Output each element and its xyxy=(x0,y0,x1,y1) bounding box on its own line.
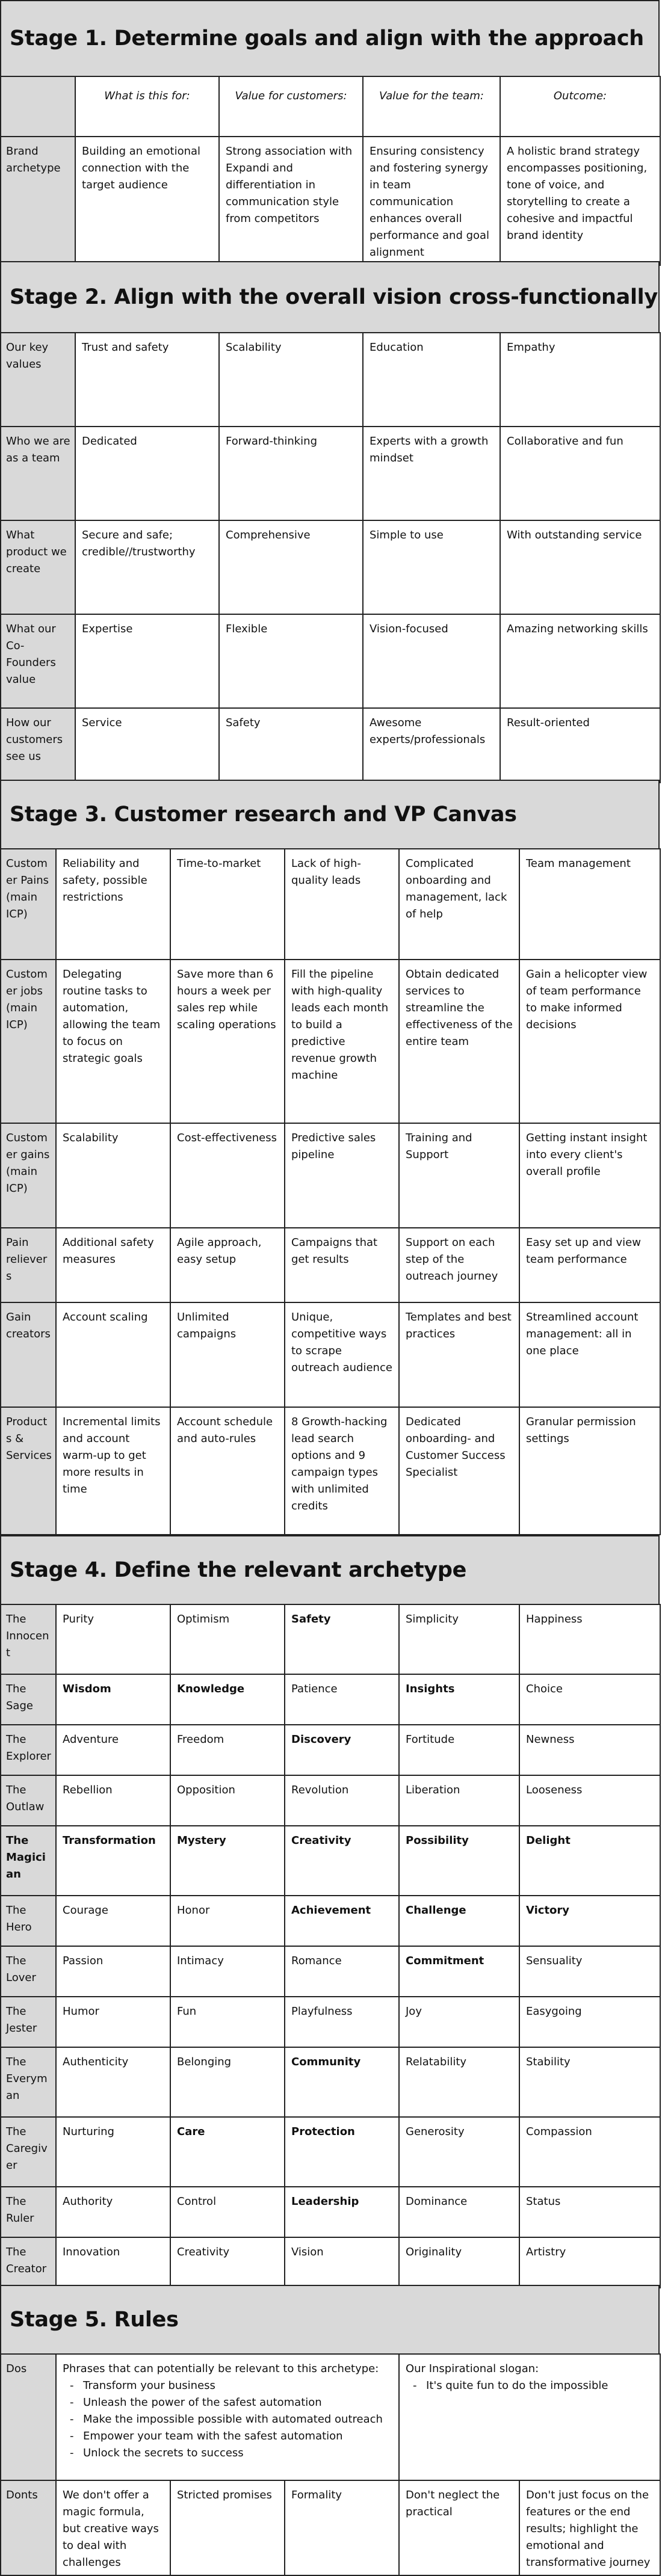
stage2-heading xyxy=(0,261,660,333)
stage4-row-label: The Creator xyxy=(1,2237,56,2288)
stage4-cell: Commitment xyxy=(399,1946,519,1997)
stage4-heading xyxy=(0,1535,660,1605)
stage4-row-label: The Outlaw xyxy=(1,1775,56,1826)
stage4-row xyxy=(1,1946,660,1997)
stage4-cell: Mystery xyxy=(170,1826,285,1896)
stage3-cell: Unique, competitive ways to scrape outreach audience xyxy=(285,1302,399,1407)
stage4-cell: Rebellion xyxy=(56,1775,170,1826)
stage4-row-label: The Magician xyxy=(1,1826,56,1896)
stage3-table xyxy=(0,848,661,1535)
stage4-cell: Control xyxy=(170,2187,285,2237)
stage4-cell: Leadership xyxy=(285,2187,399,2237)
stage2-cell: Simple to use xyxy=(363,520,500,614)
stage4-table xyxy=(0,1604,661,2288)
stage3-cell: Save more than 6 hours a week per sales rep while scaling operations xyxy=(170,960,285,1123)
stage3-row xyxy=(1,1407,660,1535)
stage4-row-label: The Everyman xyxy=(1,2047,56,2117)
stage4-cell: Fun xyxy=(170,1997,285,2047)
stage2-cell: Collaborative and fun xyxy=(500,427,660,520)
stage3-cell: Unlimited campaigns xyxy=(170,1302,285,1407)
stage2-row-label: Who we are as a team xyxy=(1,427,75,520)
stage3-cell: Lack of high-quality leads xyxy=(285,849,399,960)
stage4-row xyxy=(1,1826,660,1896)
dos-slogan-cell xyxy=(399,2354,660,2480)
stage3-cell: Account scaling xyxy=(56,1302,170,1407)
stage2-cell: With outstanding service xyxy=(500,520,660,614)
stage3-cell: Scalability xyxy=(56,1123,170,1228)
stage4-cell: Nurturing xyxy=(56,2117,170,2187)
donts-row xyxy=(1,2480,660,2575)
stage3-cell: Templates and best practices xyxy=(399,1302,519,1407)
stage4-row xyxy=(1,2047,660,2117)
stage3-row-label: Customer gains (main ICP) xyxy=(1,1123,56,1228)
stage4-cell: Authenticity xyxy=(56,2047,170,2117)
stage4-row-label: The Hero xyxy=(1,1896,56,1946)
stage2-cell: Dedicated xyxy=(75,427,219,520)
dos-phrases-list xyxy=(63,2377,392,2462)
stage4-cell: Transformation xyxy=(56,1826,170,1896)
stage4-row xyxy=(1,2117,660,2187)
donts-cell: Don't neglect the practical xyxy=(399,2480,519,2575)
stage4-cell: Belonging xyxy=(170,2047,285,2117)
stage4-cell: Authority xyxy=(56,2187,170,2237)
list-item: - It's quite fun to do the impossible xyxy=(426,2377,654,2394)
stage3-row-label: Custom er jobs (main ICP) xyxy=(1,960,56,1123)
stage4-cell: Newness xyxy=(519,1725,660,1775)
stage4-cell: Easygoing xyxy=(519,1997,660,2047)
stage4-row-label: The Explorer xyxy=(1,1725,56,1775)
list-item: - Make the impossible possible with automated outreach xyxy=(83,2411,392,2428)
stage3-cell: Easy set up and view team performance xyxy=(519,1228,660,1302)
stage4-row xyxy=(1,2237,660,2288)
stage4-cell: Happiness xyxy=(519,1604,660,1674)
stage3-cell: Complicated onboarding and management, lack of help xyxy=(399,849,519,960)
stage2-row xyxy=(1,333,660,427)
stage1-cell: Ensuring consistency and fostering synergy in team communication enhances overall performance and goal alignment xyxy=(363,137,500,265)
stage1-header-what: What is this for: xyxy=(75,76,219,137)
stage2-cell: Flexible xyxy=(219,614,363,708)
stage2-cell: Expertise xyxy=(75,614,219,708)
stage4-cell: Artistry xyxy=(519,2237,660,2288)
stage4-row-label: The Caregiver xyxy=(1,2117,56,2187)
stage1-row-label: Brand archetype xyxy=(1,137,75,265)
stage4-cell: Simplicity xyxy=(399,1604,519,1674)
stage1-heading xyxy=(0,0,660,77)
stage3-cell: Predictive sales pipeline xyxy=(285,1123,399,1228)
dos-slogan-list xyxy=(406,2377,654,2394)
stage3-cell: Incremental limits and account warm-up to get more results in time xyxy=(56,1407,170,1535)
stage4-cell: Opposition xyxy=(170,1775,285,1826)
dos-slogan-intro: Our Inspirational slogan: xyxy=(406,2362,539,2375)
stage3-heading xyxy=(0,780,660,849)
donts-cell: We don't offer a magic formula, but creative ways to deal with challenges xyxy=(56,2480,170,2575)
stage3-cell: Gain a helicopter view of team performance to make informed decisions xyxy=(519,960,660,1123)
stage3-cell: Campaigns that get results xyxy=(285,1228,399,1302)
stage4-cell: Challenge xyxy=(399,1896,519,1946)
dos-label: Dos xyxy=(1,2354,56,2480)
list-item: - Unlock the secrets to success xyxy=(83,2445,392,2462)
stage1-header-customers: Value for customers: xyxy=(219,76,363,137)
stage4-row xyxy=(1,1725,660,1775)
stage3-row xyxy=(1,1123,660,1228)
donts-label: Donts xyxy=(1,2480,56,2575)
stage3-row-label: Pain relievers xyxy=(1,1228,56,1302)
stage4-cell: Originality xyxy=(399,2237,519,2288)
stage1-title: Stage 1. Determine goals and align with the approach xyxy=(10,26,644,51)
dos-row xyxy=(1,2354,660,2480)
stage2-cell: Comprehensive xyxy=(219,520,363,614)
stage2-cell: Vision-focused xyxy=(363,614,500,708)
stage4-cell: Joy xyxy=(399,1997,519,2047)
stage4-cell: Discovery xyxy=(285,1725,399,1775)
stage4-row-label: The Jester xyxy=(1,1997,56,2047)
stage3-cell: Delegating routine tasks to automation, allowing the team to focus on strategic goals xyxy=(56,960,170,1123)
stage1-cell: A holistic brand strategy encompasses positioning, tone of voice, and storytelling to create a cohesive and impactful brand identity xyxy=(500,137,660,265)
stage4-cell: Stability xyxy=(519,2047,660,2117)
stage1-header-outcome: Outcome: xyxy=(500,76,660,137)
stage4-cell: Status xyxy=(519,2187,660,2237)
stage2-cell: Service xyxy=(75,708,219,783)
stage1-brand-row xyxy=(1,137,660,265)
stage2-row xyxy=(1,520,660,614)
stage2-table xyxy=(0,332,661,783)
stage3-row xyxy=(1,1228,660,1302)
stage4-cell: Wisdom xyxy=(56,1674,170,1725)
stage4-cell: Victory xyxy=(519,1896,660,1946)
stage4-cell: Innovation xyxy=(56,2237,170,2288)
stage4-cell: Community xyxy=(285,2047,399,2117)
list-item: - Unleash the power of the safest automation xyxy=(83,2394,392,2411)
stage4-cell: Optimism xyxy=(170,1604,285,1674)
stage4-row xyxy=(1,1896,660,1946)
stage4-cell: Revolution xyxy=(285,1775,399,1826)
stage4-row xyxy=(1,1775,660,1826)
dos-phrases-intro: Phrases that can potentially be relevant to this archetype: xyxy=(63,2362,379,2375)
donts-cell: Stricted promises xyxy=(170,2480,285,2575)
stage4-cell: Safety xyxy=(285,1604,399,1674)
stage1-cell: Building an emotional connection with the target audience xyxy=(75,137,219,265)
stage3-cell: Dedicated onboarding- and Customer Success Specialist xyxy=(399,1407,519,1535)
stage3-cell: Account schedule and auto-rules xyxy=(170,1407,285,1535)
stage4-cell: Generosity xyxy=(399,2117,519,2187)
list-item: - Transform your business xyxy=(83,2377,392,2394)
stage2-cell: Empathy xyxy=(500,333,660,427)
stage3-cell: Getting instant insight into every client's overall profile xyxy=(519,1123,660,1228)
stage2-cell: Result-oriented xyxy=(500,708,660,783)
stage4-cell: Looseness xyxy=(519,1775,660,1826)
stage4-cell: Insights xyxy=(399,1674,519,1725)
stage4-cell: Delight xyxy=(519,1826,660,1896)
stage4-cell: Relatability xyxy=(399,2047,519,2117)
stage2-cell: Safety xyxy=(219,708,363,783)
stage3-cell: Streamlined account management: all in one place xyxy=(519,1302,660,1407)
stage1-header-team: Value for the team: xyxy=(363,76,500,137)
stage4-row xyxy=(1,1604,660,1674)
stage3-cell: Team management xyxy=(519,849,660,960)
stage3-row-label: Gain creators xyxy=(1,1302,56,1407)
stage4-cell: Choice xyxy=(519,1674,660,1725)
stage4-cell: Humor xyxy=(56,1997,170,2047)
stage4-cell: Creativity xyxy=(170,2237,285,2288)
stage4-cell: Freedom xyxy=(170,1725,285,1775)
stage3-row xyxy=(1,1302,660,1407)
stage3-cell: Obtain dedicated services to streamline the effectiveness of the entire team xyxy=(399,960,519,1123)
stage4-title: Stage 4. Define the relevant archetype xyxy=(10,1558,467,1582)
stage4-cell: Knowledge xyxy=(170,1674,285,1725)
stage3-cell: Support on each step of the outreach journey xyxy=(399,1228,519,1302)
stage4-cell: Vision xyxy=(285,2237,399,2288)
stage2-cell: Scalability xyxy=(219,333,363,427)
donts-cell: Don't just focus on the features or the end results; highlight the emotional and transformative journey xyxy=(519,2480,660,2575)
stage3-row xyxy=(1,849,660,960)
stage2-cell: Awesome experts/professionals xyxy=(363,708,500,783)
stage2-cell: Education xyxy=(363,333,500,427)
stage5-title: Stage 5. Rules xyxy=(10,2308,179,2332)
stage4-cell: Compassion xyxy=(519,2117,660,2187)
list-item: - Empower your team with the safest automation xyxy=(83,2428,392,2445)
stage3-cell: Agile approach, easy setup xyxy=(170,1228,285,1302)
stage3-row-label: Products & Services xyxy=(1,1407,56,1535)
stage4-cell: Courage xyxy=(56,1896,170,1946)
stage4-row-label: The Innocent xyxy=(1,1604,56,1674)
stage4-cell: Protection xyxy=(285,2117,399,2187)
stage4-cell: Dominance xyxy=(399,2187,519,2237)
stage2-title: Stage 2. Align with the overall vision cross-functionally xyxy=(10,285,658,309)
stage4-cell: Care xyxy=(170,2117,285,2187)
stage1-header-row xyxy=(1,76,660,137)
stage3-row-label: Customer Pains (main ICP) xyxy=(1,849,56,960)
stage4-cell: Playfulness xyxy=(285,1997,399,2047)
stage4-cell: Fortitude xyxy=(399,1725,519,1775)
stage1-cell: Strong association with Expandi and differentiation in communication style from competitors xyxy=(219,137,363,265)
stage3-cell: Training and Support xyxy=(399,1123,519,1228)
stage3-cell: Reliability and safety, possible restrictions xyxy=(56,849,170,960)
stage3-cell: Fill the pipeline with high-quality leads each month to build a predictive revenue growth machine xyxy=(285,960,399,1123)
stage4-cell: Honor xyxy=(170,1896,285,1946)
stage2-row-label: Our key values xyxy=(1,333,75,427)
stage4-row-label: The Lover xyxy=(1,1946,56,1997)
stage4-row-label: The Sage xyxy=(1,1674,56,1725)
stage3-title: Stage 3. Customer research and VP Canvas xyxy=(10,803,517,827)
stage1-corner-cell xyxy=(1,76,75,137)
stage4-cell: Adventure xyxy=(56,1725,170,1775)
stage4-cell: Passion xyxy=(56,1946,170,1997)
stage5-heading xyxy=(0,2285,660,2355)
stage2-row-label: How our customers see us xyxy=(1,708,75,783)
stage2-cell: Trust and safety xyxy=(75,333,219,427)
stage4-cell: Intimacy xyxy=(170,1946,285,1997)
stage4-row-label: The Ruler xyxy=(1,2187,56,2237)
stage2-row xyxy=(1,614,660,708)
stage2-row-label: What product we create xyxy=(1,520,75,614)
stage2-cell: Secure and safe; credible//trustworthy xyxy=(75,520,219,614)
stage2-cell: Amazing networking skills xyxy=(500,614,660,708)
stage3-cell: 8 Growth-hacking lead search options and 9 campaign types with unlimited credits xyxy=(285,1407,399,1535)
stage4-cell: Possibility xyxy=(399,1826,519,1896)
stage4-cell: Romance xyxy=(285,1946,399,1997)
stage3-cell: Additional safety measures xyxy=(56,1228,170,1302)
stage4-cell: Creativity xyxy=(285,1826,399,1896)
stage2-row xyxy=(1,427,660,520)
stage3-cell: Time-to-market xyxy=(170,849,285,960)
stage4-row xyxy=(1,2187,660,2237)
stage3-cell: Cost-effectiveness xyxy=(170,1123,285,1228)
stage4-row xyxy=(1,1997,660,2047)
stage4-cell: Sensuality xyxy=(519,1946,660,1997)
donts-cell: Formality xyxy=(285,2480,399,2575)
stage4-cell: Purity xyxy=(56,1604,170,1674)
stage4-cell: Achievement xyxy=(285,1896,399,1946)
stage4-row xyxy=(1,1674,660,1725)
stage3-cell: Granular permission settings xyxy=(519,1407,660,1535)
stage4-cell: Patience xyxy=(285,1674,399,1725)
stage3-row xyxy=(1,960,660,1123)
stage5-table xyxy=(0,2353,661,2576)
stage2-row-label: What our Co-Founders value xyxy=(1,614,75,708)
stage2-row xyxy=(1,708,660,783)
stage2-cell: Experts with a growth mindset xyxy=(363,427,500,520)
stage2-cell: Forward-thinking xyxy=(219,427,363,520)
stage1-table xyxy=(0,76,661,266)
dos-phrases-cell xyxy=(56,2354,399,2480)
stage4-cell: Liberation xyxy=(399,1775,519,1826)
